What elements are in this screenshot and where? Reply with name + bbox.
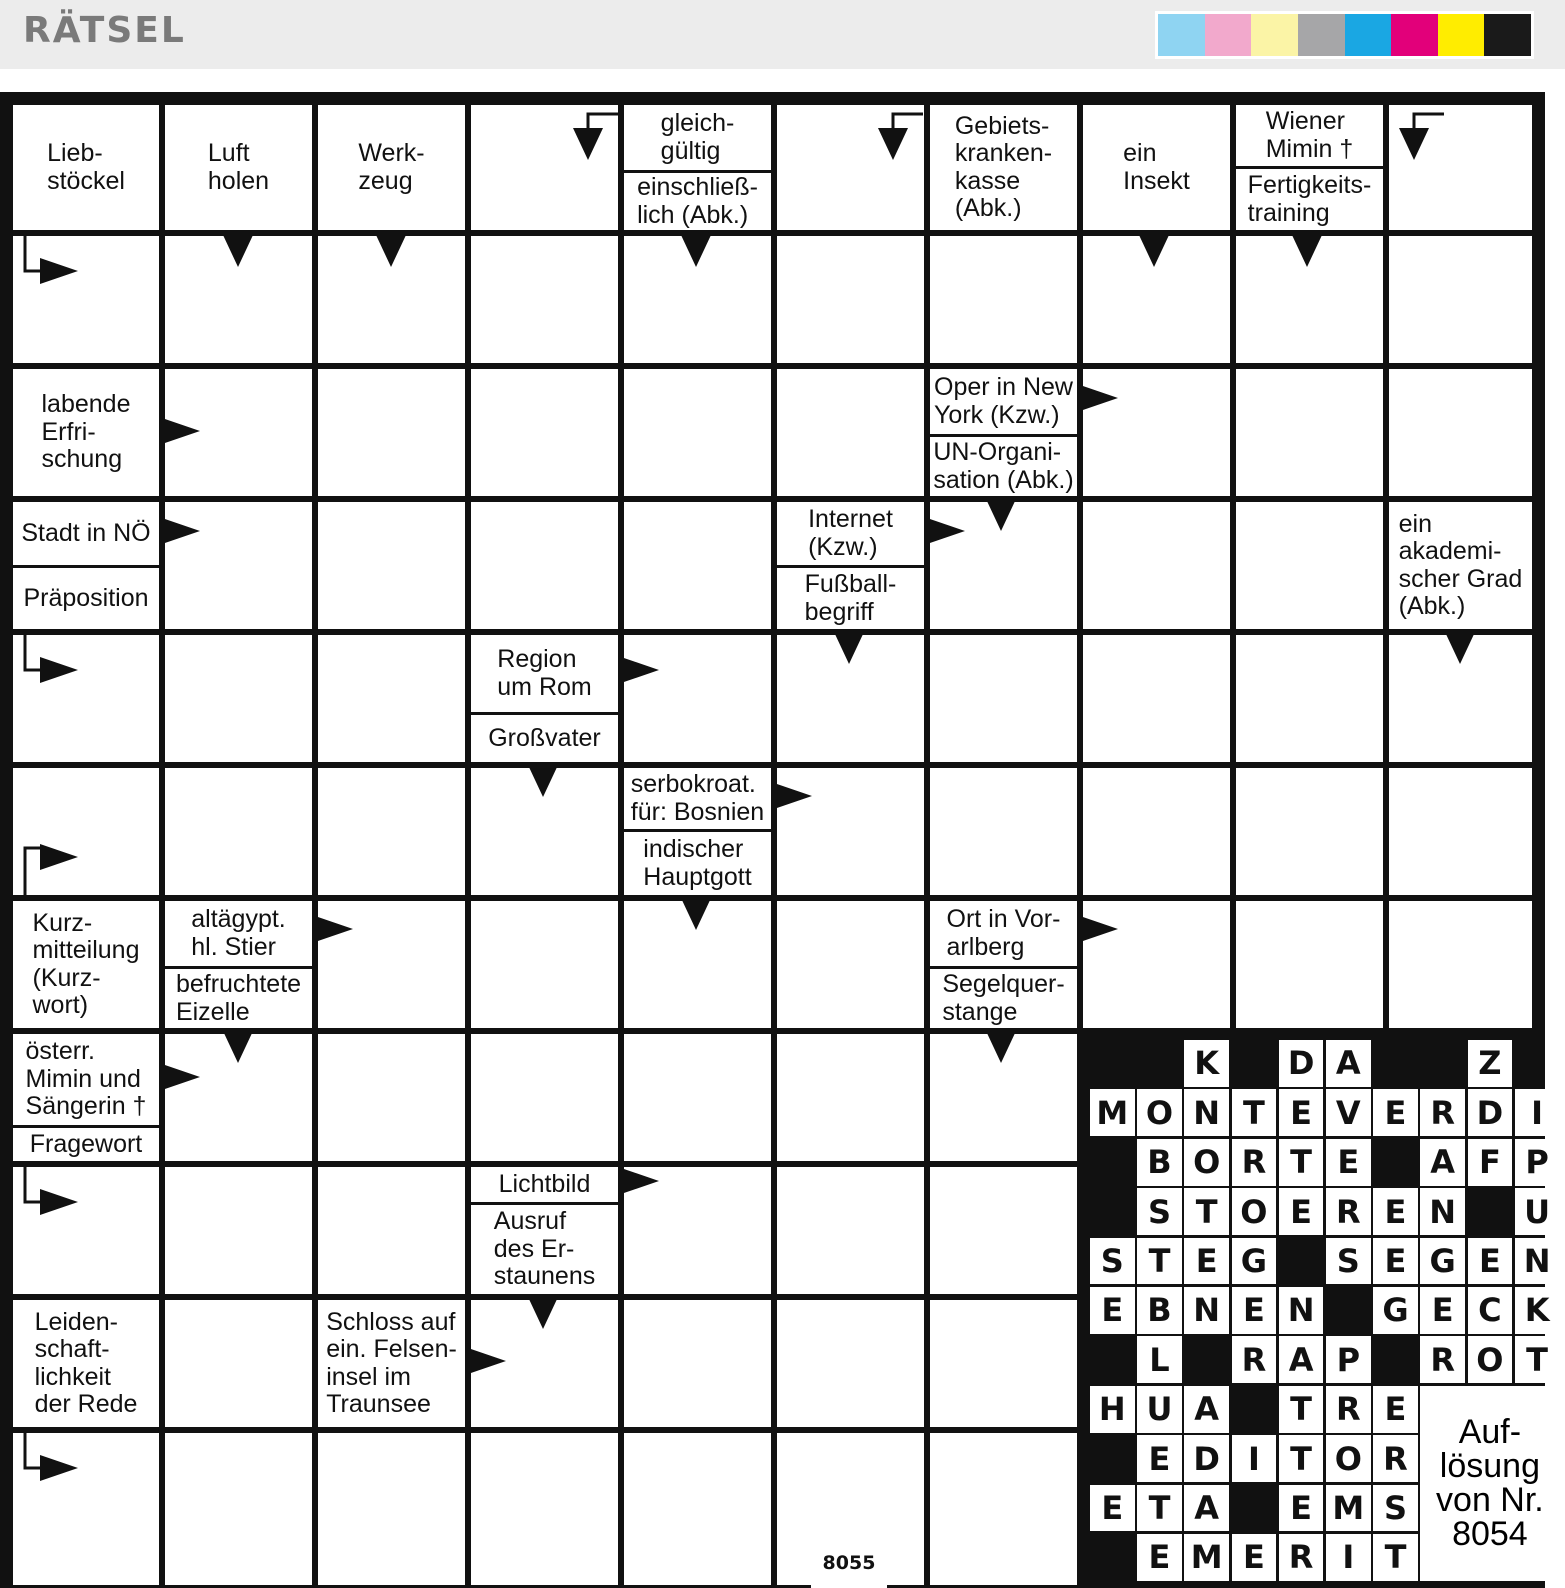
clue-text: für: Bosnien (630, 797, 765, 826)
solution-letter: F (1468, 1139, 1513, 1186)
clue-text: Fragewort (29, 1129, 143, 1158)
color-swatch (1484, 14, 1531, 56)
clue-text: ein (1398, 509, 1433, 538)
clue-text: kasse (954, 166, 1021, 195)
solution-note-line: 8054 (1452, 1515, 1528, 1554)
clue-text: Erfri- (41, 417, 96, 446)
solution-letter: E (1420, 1287, 1465, 1334)
clue-text: stöckel (47, 166, 125, 195)
solution-letter: D (1184, 1435, 1229, 1482)
solution-letter: E (1373, 1386, 1418, 1433)
solution-letter: E (1090, 1485, 1135, 1532)
clue-text: um Rom (497, 672, 592, 701)
clue-text: insel im (326, 1362, 411, 1391)
clue-text: Mimin † (1265, 134, 1354, 163)
solution-letter: E (1232, 1287, 1277, 1334)
solution-letter: N (1184, 1287, 1229, 1334)
solution-letter: T (1373, 1534, 1418, 1581)
down-arrow-icon (528, 765, 558, 797)
clue-text: stange (942, 997, 1018, 1026)
solution-letter: A (1420, 1139, 1465, 1186)
down-arrow-icon (1445, 632, 1475, 664)
solution-letter: E (1326, 1139, 1371, 1186)
clue-text: ein (1123, 139, 1157, 167)
solution-letter: T (1184, 1188, 1229, 1235)
solution-letter: M (1184, 1534, 1229, 1581)
clue-text: hl. Stier (191, 932, 276, 961)
right-arrow-icon (40, 844, 78, 870)
solution-letter: M (1326, 1485, 1371, 1532)
solution-letter: S (1326, 1238, 1371, 1285)
solution-letter: R (1326, 1386, 1371, 1433)
right-arrow-icon (40, 657, 78, 683)
solution-letter: P (1515, 1139, 1560, 1186)
solution-letter: S (1090, 1238, 1135, 1285)
clue-text: schung (41, 445, 123, 474)
solution-letter: B (1137, 1287, 1182, 1334)
clue-text: York (Kzw.) (934, 400, 1060, 429)
down-arrow-icon (986, 1031, 1016, 1063)
color-swatch (1438, 14, 1485, 56)
arrow-connector (25, 848, 40, 895)
right-arrow-icon (927, 518, 965, 544)
right-arrow-icon (1080, 385, 1118, 411)
clue-text: Schloss auf (326, 1307, 456, 1336)
clue-text: zeug (358, 166, 413, 195)
clue-text: Gebiets- (954, 111, 1050, 140)
clue-text: training (1247, 198, 1330, 227)
solution-letter: H (1090, 1386, 1135, 1433)
clue-text: des Er- (493, 1234, 575, 1263)
right-arrow-icon (40, 1189, 78, 1215)
solution-letter: G (1420, 1238, 1465, 1285)
solution-letter: T (1279, 1139, 1324, 1186)
color-swatch (1205, 14, 1252, 56)
solution-letter: I (1232, 1435, 1277, 1482)
solution-letter: U (1137, 1386, 1182, 1433)
solution-letter: I (1326, 1534, 1371, 1581)
solution-letter: E (1137, 1435, 1182, 1482)
solution-letter: B (1137, 1139, 1182, 1186)
down-arrow-icon (223, 235, 253, 267)
clue-text: einschließ- (637, 173, 758, 201)
clue-text: UN-Organi- (933, 438, 1062, 466)
right-arrow-icon (774, 783, 812, 809)
clue-text: arlberg (946, 932, 1025, 961)
solution-letter: T (1232, 1089, 1277, 1136)
solution-letter: N (1184, 1089, 1229, 1136)
clue-text: begriff (804, 597, 874, 626)
clue-text: indischer (643, 835, 744, 863)
clue-text: Leiden- (34, 1307, 118, 1336)
color-swatch (1298, 14, 1345, 56)
solution-letter: R (1279, 1534, 1324, 1581)
color-swatch (1251, 14, 1298, 56)
clue-text: mitteilung (32, 936, 140, 964)
solution-letter: N (1420, 1188, 1465, 1235)
clue-text: sation (Abk.) (933, 465, 1074, 494)
solution-letter: E (1468, 1238, 1513, 1285)
solution-letter: E (1373, 1089, 1418, 1136)
solution-letter: R (1232, 1336, 1277, 1383)
solution-note (1420, 1386, 1559, 1581)
solution-letter: N (1279, 1287, 1324, 1334)
solution-letter: O (1326, 1435, 1371, 1482)
solution-letter: C (1468, 1287, 1513, 1334)
clue-text: gültig (660, 136, 721, 165)
solution-letter: S (1137, 1188, 1182, 1235)
down-arrow-icon (986, 499, 1016, 531)
clue-text: (Abk.) (1398, 592, 1466, 620)
right-arrow-icon (40, 258, 78, 284)
page-title: RÄTSEL (23, 10, 186, 51)
right-arrow-icon (1080, 916, 1118, 942)
solution-letter: R (1420, 1336, 1465, 1383)
clue-text: Insekt (1123, 166, 1190, 195)
solution-letter: E (1232, 1534, 1277, 1581)
clue-text: (Kurz- (32, 963, 101, 992)
solution-letter: N (1515, 1238, 1560, 1285)
solution-letter: A (1326, 1040, 1371, 1087)
solution-letter: P (1326, 1336, 1371, 1383)
solution-note-line: von Nr. (1436, 1481, 1544, 1520)
clue-text: serbokroat. (630, 770, 756, 798)
solution-letter: R (1373, 1435, 1418, 1482)
clue-text: schaft- (34, 1335, 110, 1363)
solution-letter: M (1090, 1089, 1135, 1136)
puzzle-number: 8055 (811, 1548, 887, 1588)
solution-letter: G (1232, 1238, 1277, 1285)
solution-letter: E (1279, 1089, 1324, 1136)
solution-letter: E (1137, 1534, 1182, 1581)
solution-letter: A (1279, 1336, 1324, 1383)
clue-text: staunens (493, 1262, 596, 1291)
solution-letter: O (1232, 1188, 1277, 1235)
solution-letter: L (1137, 1336, 1182, 1383)
clue-text: gleich- (660, 109, 735, 137)
solution-letter: G (1373, 1287, 1418, 1334)
clue-text: scher Grad (1398, 564, 1523, 593)
clue-text: Ausruf (493, 1207, 567, 1236)
solution-letter: E (1279, 1188, 1324, 1235)
clue-text: Stadt in NÖ (21, 518, 151, 547)
solution-letter: V (1326, 1089, 1371, 1136)
solution-letter: R (1232, 1139, 1277, 1186)
solution-letter: T (1279, 1435, 1324, 1482)
solution-letter: A (1184, 1485, 1229, 1532)
solution-letter: U (1515, 1188, 1560, 1235)
right-arrow-icon (468, 1348, 506, 1374)
solution-letter: K (1515, 1287, 1560, 1334)
solution-letter: R (1420, 1089, 1465, 1136)
down-arrow-icon (223, 1031, 253, 1063)
clue-text: Oper in New (934, 373, 1073, 401)
solution-letter: E (1373, 1188, 1418, 1235)
clue-text: lichkeit (34, 1362, 111, 1391)
solution-letter: E (1373, 1238, 1418, 1285)
right-arrow-icon (40, 1455, 78, 1481)
clue-text: altägypt. (191, 905, 286, 933)
color-swatch (1158, 14, 1205, 56)
clue-text: Mimin und (25, 1064, 141, 1093)
clue-text: Traunsee (326, 1390, 431, 1418)
clue-text: (Abk.) (954, 194, 1022, 222)
clue-text: der Rede (34, 1390, 138, 1418)
clue-text: kranken- (954, 139, 1053, 167)
solution-letter: O (1468, 1336, 1513, 1383)
right-arrow-icon (162, 1064, 200, 1090)
right-arrow-icon (162, 418, 200, 444)
solution-letter: T (1515, 1336, 1560, 1383)
solution-letter: O (1184, 1139, 1229, 1186)
solution-letter: I (1515, 1089, 1560, 1136)
solution-note-line: lösung (1439, 1447, 1540, 1486)
color-calibration-bar (1155, 11, 1534, 59)
solution-letter: Z (1468, 1040, 1513, 1087)
clue-text: Wiener (1265, 107, 1345, 135)
clue-text: (Kzw.) (808, 532, 878, 561)
clue-text: Fertigkeits- (1247, 171, 1372, 199)
solution-letter: T (1137, 1238, 1182, 1285)
solution-letter: A (1184, 1386, 1229, 1433)
solution-letter: R (1326, 1188, 1371, 1235)
clue-text: Werk- (358, 139, 425, 167)
down-arrow-icon (681, 235, 711, 267)
clue-text: wort) (32, 991, 89, 1019)
solution-letter: S (1373, 1485, 1418, 1532)
right-arrow-icon (621, 657, 659, 683)
down-arrow-icon (1292, 235, 1322, 267)
clue-text: befruchtete (175, 970, 302, 998)
solution-letter: K (1184, 1040, 1229, 1087)
down-arrow-icon (376, 235, 406, 267)
clue-text: Segelquer- (942, 970, 1065, 998)
clue-text: Fußball- (804, 570, 897, 598)
down-arrow-icon (528, 1297, 558, 1329)
down-arrow-icon (1139, 235, 1169, 267)
clue-text: Großvater (488, 723, 601, 752)
clue-text: Sängerin † (25, 1092, 147, 1121)
color-swatch (1391, 14, 1438, 56)
solution-letter: T (1137, 1485, 1182, 1532)
solution-letter: D (1468, 1089, 1513, 1136)
clue-text: Region (497, 645, 577, 673)
clue-text: Präposition (23, 583, 149, 612)
clue-text: Lichtbild (498, 1169, 591, 1198)
clue-text: Lieb- (47, 139, 103, 167)
down-arrow-icon (681, 898, 711, 930)
clue-text: Eizelle (175, 997, 250, 1026)
clue-text: holen (207, 166, 270, 195)
clue-text: Ort in Vor- (946, 905, 1061, 933)
solution-letter: D (1279, 1040, 1324, 1087)
down-arrow-icon (834, 632, 864, 664)
color-swatch (1345, 14, 1392, 56)
right-arrow-icon (315, 916, 353, 942)
right-arrow-icon (162, 518, 200, 544)
solution-letter: E (1090, 1287, 1135, 1334)
solution-letter: E (1184, 1238, 1229, 1285)
clue-text: akademi- (1398, 537, 1502, 565)
clue-text: Luft (207, 139, 250, 167)
clue-text: Kurz- (32, 908, 93, 937)
clue-text: lich (Abk.) (637, 200, 749, 229)
solution-note-line: Auf- (1458, 1413, 1522, 1452)
clue-text: labende (41, 390, 131, 419)
solution-letter: O (1137, 1089, 1182, 1136)
solution-letter: T (1279, 1386, 1324, 1433)
clue-text: Hauptgott (643, 862, 752, 891)
right-arrow-icon (621, 1168, 659, 1194)
clue-text: Internet (808, 505, 893, 533)
solution-letter: E (1279, 1485, 1324, 1532)
clue-text: ein. Felsen- (326, 1335, 457, 1363)
solution-panel (1078, 1029, 1551, 1588)
clue-text: österr. (25, 1037, 96, 1066)
page-header (0, 0, 1565, 69)
